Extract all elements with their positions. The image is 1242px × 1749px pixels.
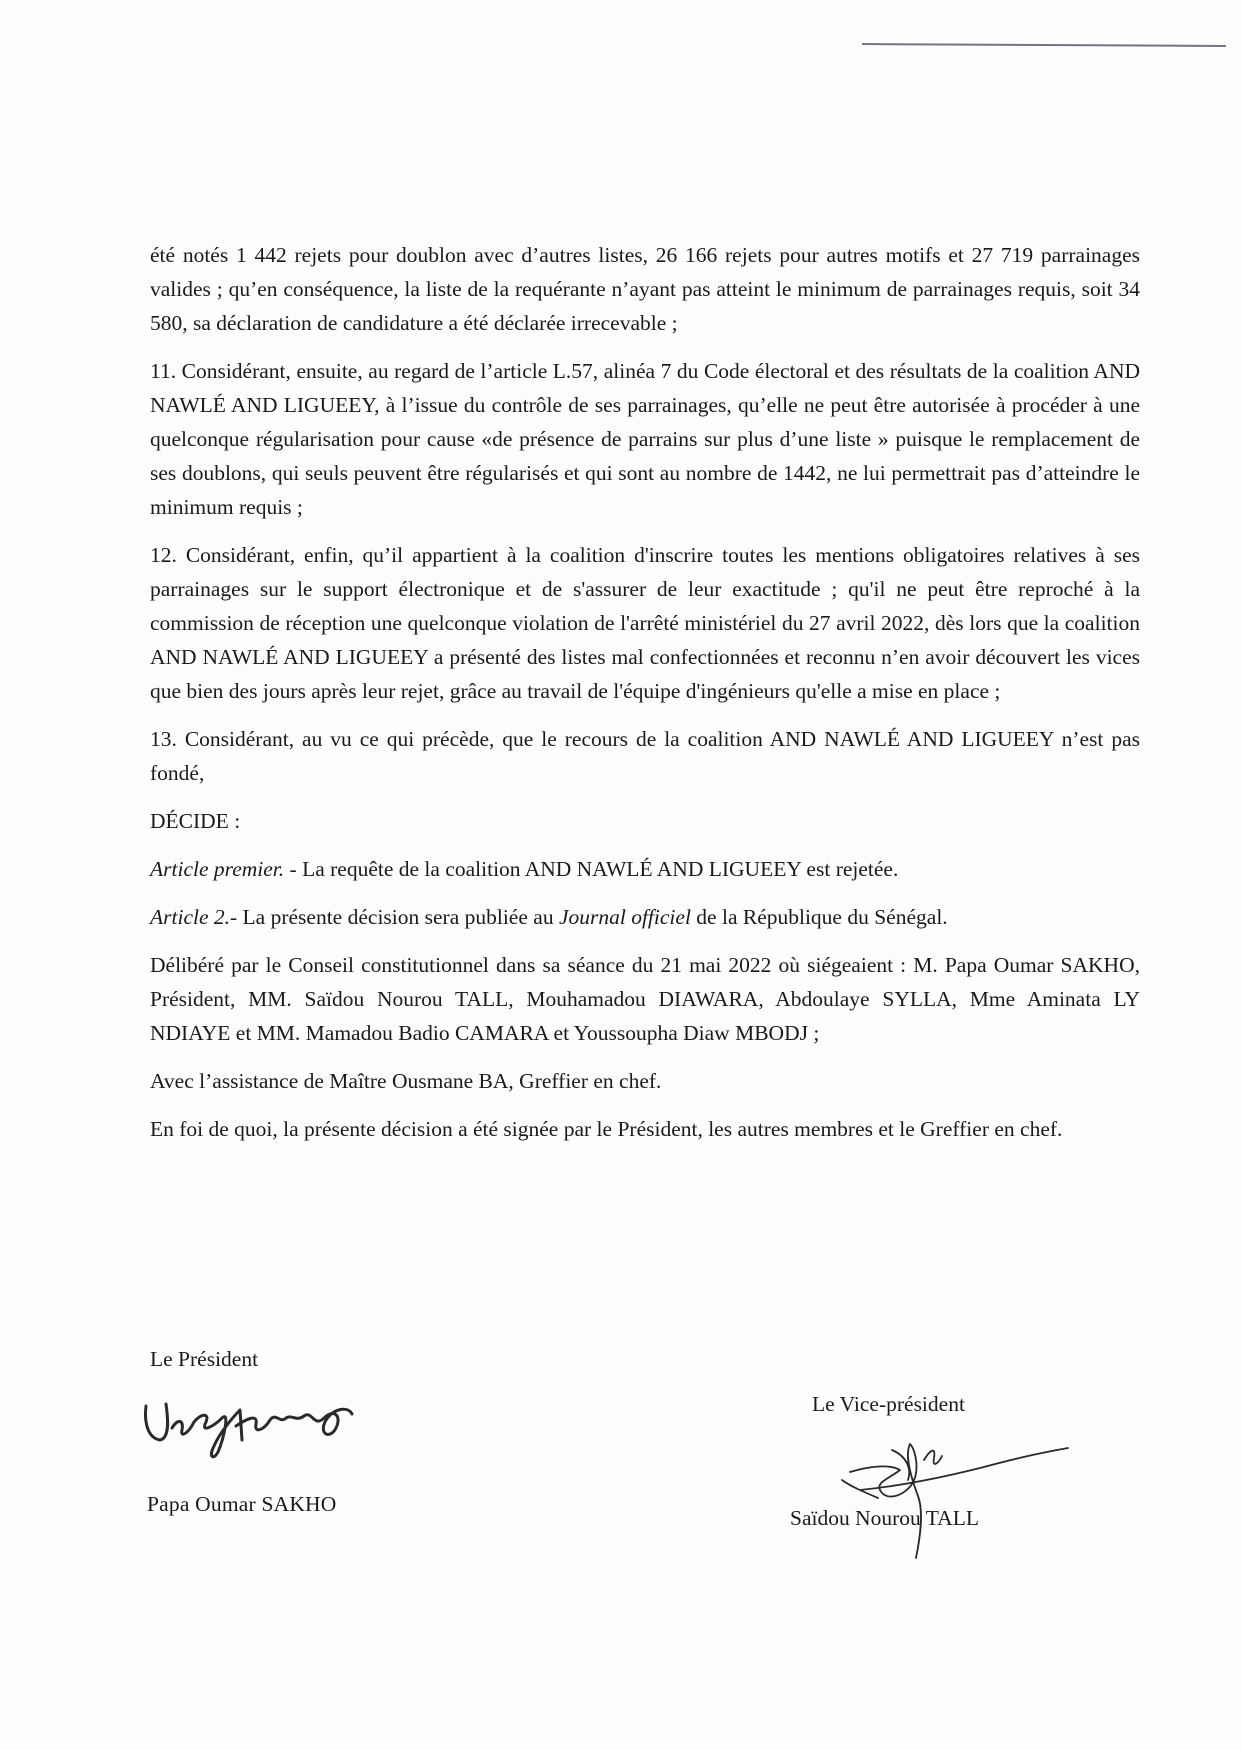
decision-body	[150, 238, 1140, 1160]
article-premier-label: Article premier.	[150, 857, 285, 881]
header-rule	[862, 43, 1226, 47]
paragraph-12: 12. Considérant, enfin, qu’il appartient à la coalition d'inscrire toutes les mentions obligatoires relatives à ses parrainages sur le support électronique et de s'assurer de leur exactitude ; qu'il ne peut être reproché à la commission de réception une quelconque violation de l'arrêté ministériel du 27 avril 2022, dès lors que la coalition AND NAWLÉ AND LIGUEEY a présenté des listes mal confectionnées et reconnu n’en avoir découvert les vices que bien des jours après leur rejet, grâce au travail de l'équipe d'ingénieurs qu'elle a mise en place ;	[150, 543, 1140, 703]
article-2-label: Article 2.	[150, 905, 231, 929]
vice-president-title: Le Vice-président	[812, 1392, 965, 1416]
president-title: Le Président	[150, 1347, 259, 1371]
vice-president-name: Saïdou Nourou TALL	[790, 1506, 979, 1530]
article-2-text-b: de la République du Sénégal.	[690, 905, 948, 929]
president-name: Papa Oumar SAKHO	[147, 1492, 337, 1516]
article-premier	[150, 852, 1140, 886]
paragraph-10-continuation: été notés 1 442 rejets pour doublon avec d’autres listes, 26 166 rejets pour autres motifs et 27 719 parrainages valides ; qu’en conséquence, la liste de la requérante n’ayant pas atteint le minimum de parrainages requis, soit 34 580, sa déclaration de candidature a été déclarée irrecevable ;	[150, 243, 1140, 335]
article-2-text-a: - La présente décision sera publiée au	[230, 905, 559, 929]
foi-paragraph: En foi de quoi, la présente décision a été signée par le Président, les autres membres et le Greffier en chef.	[150, 1117, 1063, 1141]
deliberation-paragraph: Délibéré par le Conseil constitutionnel dans sa séance du 21 mai 2022 où siégeaient : M. Papa Oumar SAKHO, Président, MM. Saïdou Nourou TALL, Mouhamadou DIAWARA, Abdoulaye SYLLA, Mme Aminata LY NDIAYE et MM. Mamadou Badio CAMARA et Youssoupha Diaw MBODJ ;	[150, 953, 1140, 1045]
article-premier-text: - La requête de la coalition AND NAWLÉ AND LIGUEEY est rejetée.	[284, 857, 899, 881]
article-2	[150, 900, 1140, 934]
journal-officiel: Journal officiel	[558, 905, 691, 929]
vice-president-signature	[820, 1420, 1080, 1570]
assistance-paragraph: Avec l’assistance de Maître Ousmane BA, Greffier en chef.	[150, 1069, 662, 1093]
paragraph-13: 13. Considérant, au vu ce qui précède, que le recours de la coalition AND NAWLÉ AND LIGUEEY n’est pas fondé,	[150, 727, 1140, 785]
president-signature	[138, 1388, 368, 1468]
decide-heading: DÉCIDE :	[150, 809, 241, 833]
paragraph-11: 11. Considérant, ensuite, au regard de l’article L.57, alinéa 7 du Code électoral et des résultats de la coalition AND NAWLÉ AND LIGUEEY, à l’issue du contrôle de ses parrainages, qu’elle ne peut être autorisée à procéder à une quelconque régularisation pour cause «de présence de parrains sur plus d’une liste » puisque le remplacement de ses doublons, qui seuls peuvent être régularisés et qui sont au nombre de 1442, ne lui permettrait pas d’atteindre le minimum requis ;	[150, 359, 1140, 519]
